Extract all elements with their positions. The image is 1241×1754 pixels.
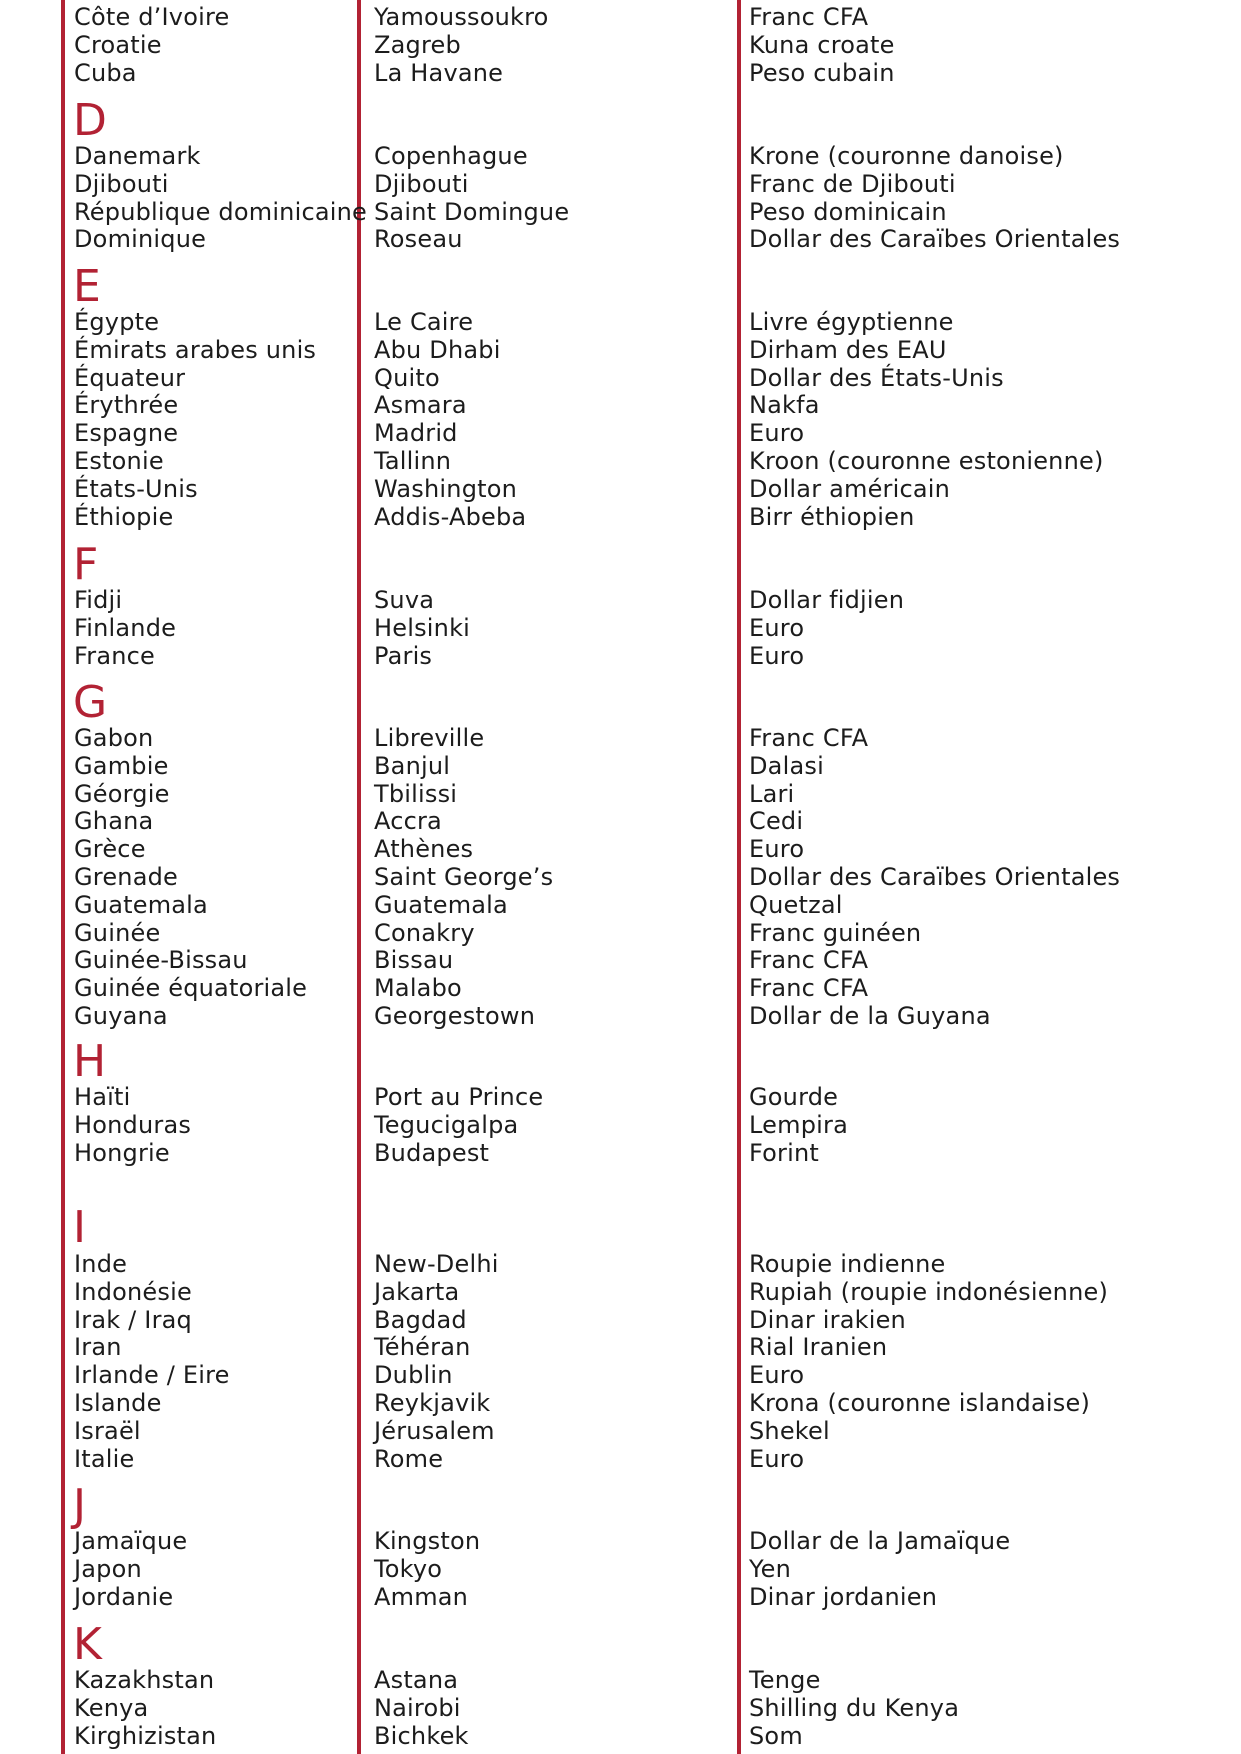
capital-cell: Paris bbox=[374, 641, 433, 670]
capital-cell: Conakry bbox=[374, 918, 475, 947]
capital-cell: Zagreb bbox=[374, 30, 461, 59]
country-cell: Kenya bbox=[74, 1693, 149, 1722]
country-cell: Italie bbox=[74, 1444, 135, 1473]
capital-cell: Athènes bbox=[374, 835, 474, 864]
currency-cell: Nakfa bbox=[749, 391, 820, 420]
capital-cell: La Havane bbox=[374, 58, 504, 87]
currency-cell: Som bbox=[749, 1721, 803, 1750]
capital-cell: Dublin bbox=[374, 1361, 453, 1390]
country-cell: Gabon bbox=[74, 724, 154, 752]
currency-cell: Livre égyptienne bbox=[749, 308, 954, 336]
country-cell: Indonésie bbox=[74, 1277, 192, 1306]
currency-cell: Euro bbox=[749, 613, 805, 642]
currency-cell: Forint bbox=[749, 1138, 819, 1167]
capital-cell: Tegucigalpa bbox=[374, 1110, 519, 1139]
currency-cell: Euro bbox=[749, 835, 805, 864]
currency-cell: Dollar fidjien bbox=[749, 586, 905, 614]
currency-cell: Dinar jordanien bbox=[749, 1582, 938, 1611]
country-cell: Croatie bbox=[74, 30, 162, 59]
currency-cell: Rial Iranien bbox=[749, 1333, 888, 1362]
currency-cell: Dollar des États-Unis bbox=[749, 363, 1004, 392]
capital-cell: Libreville bbox=[374, 724, 485, 752]
country-cell: Kirghizistan bbox=[74, 1721, 217, 1750]
capital-cell: Budapest bbox=[374, 1138, 490, 1167]
country-cell: Équateur bbox=[74, 363, 186, 392]
country-cell: Guinée-Bissau bbox=[74, 946, 248, 975]
currency-cell: Peso cubain bbox=[749, 58, 895, 87]
capital-cell: Nairobi bbox=[374, 1693, 461, 1722]
country-cell: Hongrie bbox=[74, 1138, 170, 1167]
capital-cell: Port au Prince bbox=[374, 1083, 544, 1111]
capital-cell: Tbilissi bbox=[374, 779, 458, 808]
capital-cell: Abu Dhabi bbox=[374, 335, 501, 364]
country-cell: Émirats arabes unis bbox=[74, 335, 317, 364]
country-cell: Côte d’Ivoire bbox=[74, 3, 230, 31]
capital-cell: New-Delhi bbox=[374, 1250, 499, 1278]
section-letter: F bbox=[73, 539, 99, 590]
currency-cell: Franc CFA bbox=[749, 946, 869, 975]
country-cell: Jordanie bbox=[74, 1582, 174, 1611]
capital-cell: Jérusalem bbox=[374, 1416, 495, 1445]
capital-cell: Rome bbox=[374, 1444, 444, 1473]
country-cell: Guatemala bbox=[74, 890, 208, 919]
capital-cell: Yamoussoukro bbox=[374, 3, 549, 31]
currency-cell: Franc CFA bbox=[749, 974, 869, 1003]
country-cell: Dominique bbox=[74, 225, 207, 254]
section-letter: H bbox=[73, 1036, 107, 1087]
capital-cell: Guatemala bbox=[374, 890, 508, 919]
capital-cell: Washington bbox=[374, 474, 518, 503]
country-cell: Japon bbox=[74, 1554, 142, 1583]
currency-cell: Franc CFA bbox=[749, 3, 869, 31]
country-cell: Irlande / Eire bbox=[74, 1361, 230, 1390]
section-letter: J bbox=[73, 1480, 86, 1531]
currency-cell: Euro bbox=[749, 1444, 805, 1473]
capital-cell: Accra bbox=[374, 807, 442, 836]
country-cell: Ghana bbox=[74, 807, 154, 836]
capital-cell: Le Caire bbox=[374, 308, 474, 336]
country-cell: Guyana bbox=[74, 1002, 168, 1030]
country-cell: Éthiopie bbox=[74, 502, 174, 531]
capital-cell: Roseau bbox=[374, 225, 463, 254]
country-cell: Haïti bbox=[74, 1083, 131, 1111]
currency-cell: Euro bbox=[749, 419, 805, 448]
currency-cell: Dollar américain bbox=[749, 474, 951, 503]
capital-cell: Jakarta bbox=[374, 1277, 460, 1306]
country-cell: Géorgie bbox=[74, 779, 170, 808]
country-cell: Guinée bbox=[74, 918, 161, 947]
country-cell: Israël bbox=[74, 1416, 141, 1445]
currency-cell: Quetzal bbox=[749, 890, 843, 919]
country-cell: Danemark bbox=[74, 142, 201, 170]
currency-cell: Cedi bbox=[749, 807, 804, 836]
currency-cell: Shilling du Kenya bbox=[749, 1693, 960, 1722]
currency-cell: Kroon (couronne estonienne) bbox=[749, 447, 1104, 475]
currency-cell: Lempira bbox=[749, 1110, 848, 1139]
capital-cell: Banjul bbox=[374, 751, 451, 780]
country-cell: Grenade bbox=[74, 863, 179, 891]
currency-cell: Dollar des Caraïbes Orientales bbox=[749, 863, 1121, 891]
capital-cell: Suva bbox=[374, 586, 435, 614]
currency-cell: Dirham des EAU bbox=[749, 335, 947, 364]
capital-cell: Addis-Abeba bbox=[374, 502, 527, 531]
country-cell: Espagne bbox=[74, 419, 179, 448]
currency-cell: Krone (couronne danoise) bbox=[749, 142, 1064, 170]
currency-cell: Franc guinéen bbox=[749, 918, 922, 947]
country-cell: Estonie bbox=[74, 447, 164, 475]
capital-cell: Kingston bbox=[374, 1527, 481, 1555]
currency-cell: Dollar des Caraïbes Orientales bbox=[749, 225, 1121, 254]
country-cell: Irak / Iraq bbox=[74, 1305, 192, 1334]
capital-cell: Helsinki bbox=[374, 613, 471, 642]
capital-cell: Bagdad bbox=[374, 1305, 467, 1334]
currency-cell: Shekel bbox=[749, 1416, 830, 1445]
country-cell: États-Unis bbox=[74, 474, 198, 503]
country-cell: Kazakhstan bbox=[74, 1666, 215, 1694]
country-cell: Iran bbox=[74, 1333, 122, 1362]
capital-cell: Saint Domingue bbox=[374, 197, 570, 226]
capital-cell: Saint George’s bbox=[374, 863, 554, 891]
currency-cell: Rupiah (roupie indonésienne) bbox=[749, 1277, 1109, 1306]
currency-cell: Dalasi bbox=[749, 751, 824, 780]
currency-cell: Franc CFA bbox=[749, 724, 869, 752]
currency-cell: Euro bbox=[749, 641, 805, 670]
capital-cell: Téhéran bbox=[374, 1333, 471, 1362]
currency-cell: Krona (couronne islandaise) bbox=[749, 1389, 1091, 1417]
capital-cell: Bichkek bbox=[374, 1721, 469, 1750]
country-cell: Jamaïque bbox=[74, 1527, 188, 1555]
country-cell: Djibouti bbox=[74, 169, 169, 198]
currency-cell: Peso dominicain bbox=[749, 197, 947, 226]
country-cell: Fidji bbox=[74, 586, 123, 614]
section-letter: I bbox=[73, 1202, 86, 1253]
currency-cell: Franc de Djibouti bbox=[749, 169, 956, 198]
country-cell: Cuba bbox=[74, 58, 137, 87]
currency-cell: Gourde bbox=[749, 1083, 839, 1111]
capital-cell: Malabo bbox=[374, 974, 462, 1003]
currency-cell: Roupie indienne bbox=[749, 1250, 946, 1278]
currency-cell: Birr éthiopien bbox=[749, 502, 915, 531]
section-letter: D bbox=[73, 95, 107, 146]
country-cell: Finlande bbox=[74, 613, 177, 642]
country-cell: Grèce bbox=[74, 835, 146, 864]
currency-cell: Lari bbox=[749, 779, 795, 808]
currency-cell: Euro bbox=[749, 1361, 805, 1390]
country-cell: Égypte bbox=[74, 308, 160, 336]
country-cell: République dominicaine bbox=[74, 197, 368, 226]
country-cell: France bbox=[74, 641, 156, 670]
country-cell: Guinée équatoriale bbox=[74, 974, 308, 1003]
currency-cell: Dinar irakien bbox=[749, 1305, 906, 1334]
capital-cell: Tallinn bbox=[374, 447, 452, 475]
capital-cell: Georgestown bbox=[374, 1002, 536, 1030]
capital-cell: Reykjavik bbox=[374, 1389, 491, 1417]
country-cell: Inde bbox=[74, 1250, 128, 1278]
currency-cell: Tenge bbox=[749, 1666, 821, 1694]
section-letter: G bbox=[73, 677, 108, 728]
capital-cell: Djibouti bbox=[374, 169, 469, 198]
section-letter: K bbox=[73, 1619, 102, 1670]
capital-cell: Quito bbox=[374, 363, 440, 392]
capital-cell: Amman bbox=[374, 1582, 469, 1611]
currency-cell: Dollar de la Jamaïque bbox=[749, 1527, 1011, 1555]
currency-cell: Kuna croate bbox=[749, 30, 895, 59]
capital-cell: Madrid bbox=[374, 419, 458, 448]
country-cell: Honduras bbox=[74, 1110, 192, 1139]
section-letter: E bbox=[73, 261, 101, 312]
capital-cell: Copenhague bbox=[374, 142, 528, 170]
capital-cell: Bissau bbox=[374, 946, 454, 975]
capital-cell: Astana bbox=[374, 1666, 459, 1694]
country-cell: Érythrée bbox=[74, 391, 179, 420]
currency-cell: Yen bbox=[749, 1554, 792, 1583]
country-cell: Islande bbox=[74, 1389, 162, 1417]
currency-cell: Dollar de la Guyana bbox=[749, 1002, 991, 1030]
capital-cell: Asmara bbox=[374, 391, 467, 420]
capital-cell: Tokyo bbox=[374, 1554, 443, 1583]
country-cell: Gambie bbox=[74, 751, 169, 780]
